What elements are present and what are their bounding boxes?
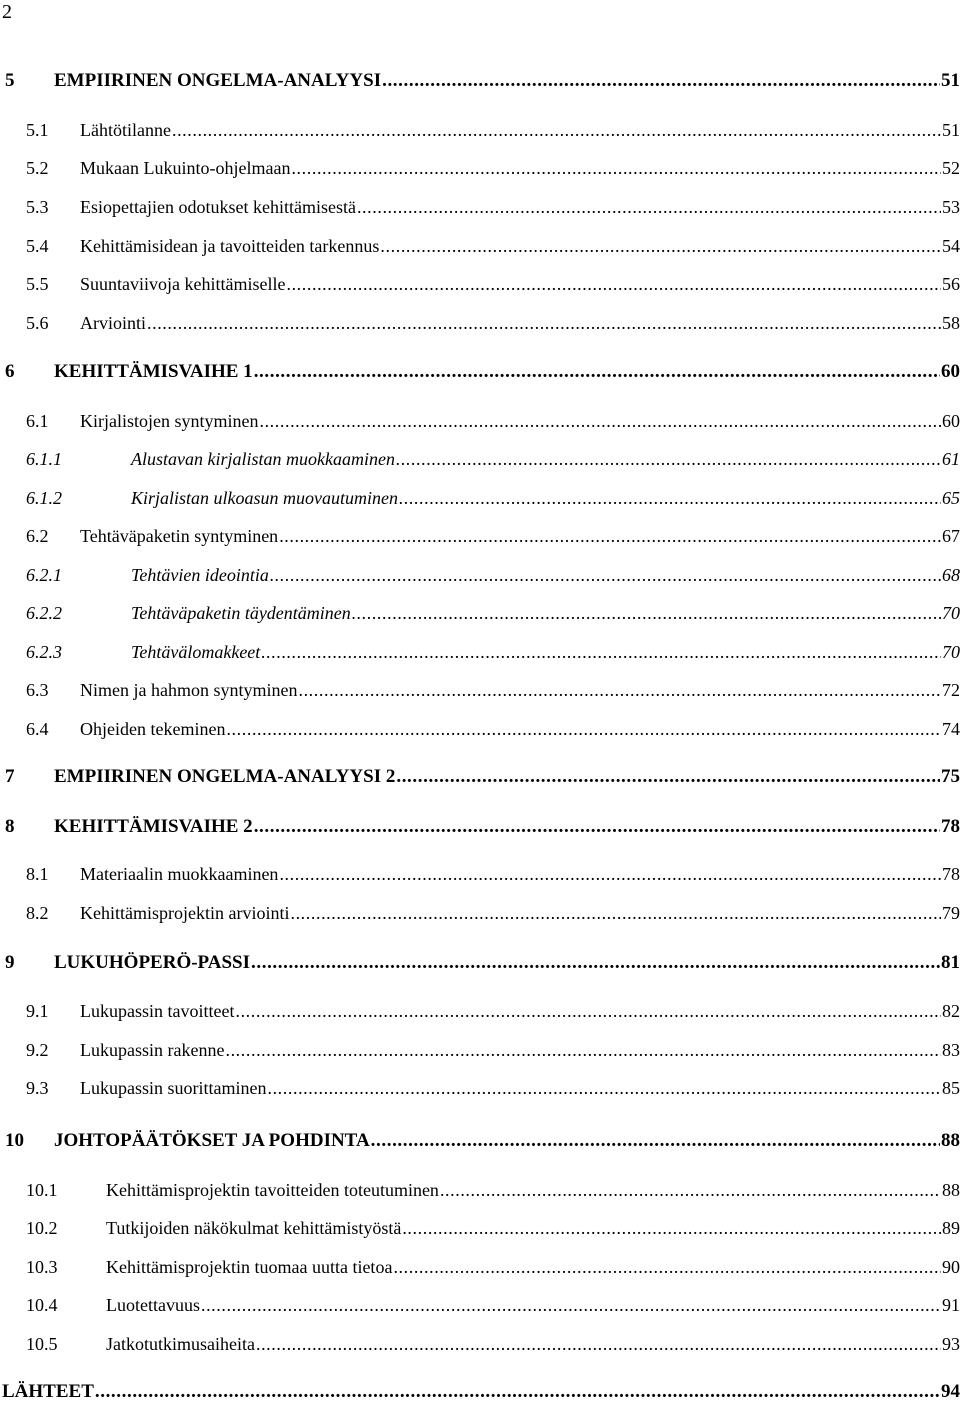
toc-entry-number: 10.3	[26, 1257, 58, 1277]
toc-entry-title: Tehtävien ideointia	[131, 565, 269, 585]
toc-entry-number: 6.4	[26, 719, 49, 739]
dot-leader	[399, 488, 941, 509]
toc-entry-title: Tehtävälomakkeet	[131, 642, 261, 662]
toc-entry-number: 6.2.1	[26, 565, 62, 585]
toc-entry[interactable]	[26, 526, 960, 552]
toc-entry-title: Kirjalistan ulkoasun muovautuminen	[131, 488, 398, 508]
dot-leader	[279, 526, 941, 547]
dot-leader	[290, 903, 941, 924]
toc-entry-title: LÄHTEET	[2, 1381, 94, 1402]
toc-entry-number: 10	[5, 1130, 24, 1151]
toc-entry-number: 9.1	[26, 1001, 49, 1021]
toc-entry-number: 5.6	[26, 313, 49, 333]
dot-leader	[270, 565, 941, 586]
toc-entry[interactable]	[26, 903, 960, 929]
toc-entry-title: Lukupassin rakenne	[80, 1040, 225, 1060]
toc-entry[interactable]	[5, 70, 960, 96]
toc-entry-number: 5.1	[26, 120, 49, 140]
toc-entry-page: 70	[942, 642, 960, 662]
toc-entry-title: Jatkotutkimusaiheita	[106, 1334, 255, 1354]
dot-leader	[254, 816, 940, 838]
toc-entry-title: KEHITTÄMISVAIHE 2	[54, 816, 253, 837]
toc-entry-number: 6.1	[26, 411, 49, 431]
toc-entry-title: Kehittämisprojektin tuomaa uutta tietoa	[106, 1257, 393, 1277]
toc-entry-number: 10.1	[26, 1180, 58, 1200]
toc-entry-number: 5.5	[26, 274, 49, 294]
toc-entry-title: JOHTOPÄÄTÖKSET JA POHDINTA	[54, 1130, 370, 1151]
toc-entry-title: Kehittämisidean ja tavoitteiden tarkennus	[80, 236, 380, 256]
toc-entry-page: 53	[942, 197, 960, 217]
toc-entry-page: 83	[942, 1040, 960, 1060]
toc-entry[interactable]	[5, 816, 960, 842]
toc-entry-title: Lähtötilanne	[80, 120, 171, 140]
dot-leader	[357, 197, 941, 218]
toc-entry-page: 60	[941, 361, 960, 382]
dot-leader	[382, 70, 940, 92]
toc-entry[interactable]	[26, 488, 960, 514]
dot-leader	[226, 719, 941, 740]
toc-entry-page: 88	[941, 1130, 960, 1151]
toc-entry-title: Kehittämisprojektin arviointi	[80, 903, 290, 923]
dot-leader	[251, 952, 940, 974]
toc-entry-page: 94	[941, 1381, 960, 1402]
toc-entry[interactable]	[26, 197, 960, 223]
toc-entry-page: 88	[942, 1180, 960, 1200]
toc-entry-number: 5.4	[26, 236, 49, 256]
toc-entry[interactable]	[26, 411, 960, 437]
toc-entry-title: EMPIIRINEN ONGELMA-ANALYYSI 2	[54, 766, 396, 787]
toc-entry-page: 82	[942, 1001, 960, 1021]
toc-entry-number: 5.3	[26, 197, 49, 217]
dot-leader	[393, 1257, 941, 1278]
dot-leader	[440, 1180, 941, 1201]
dot-leader	[95, 1381, 940, 1403]
toc-entry-page: 54	[942, 236, 960, 256]
toc-entry-number: 6.2	[26, 526, 49, 546]
toc-entry[interactable]	[26, 1257, 960, 1283]
toc-entry-number: 8.1	[26, 864, 49, 884]
toc-entry[interactable]	[26, 864, 960, 890]
toc-entry-number: 5.2	[26, 158, 49, 178]
toc-entry-title: Mukaan Lukuinto-ohjelmaan	[80, 158, 291, 178]
toc-entry-title: Alustavan kirjalistan muokkaaminen	[131, 449, 395, 469]
toc-entry-number: 8.2	[26, 903, 49, 923]
toc-entry[interactable]	[26, 1295, 960, 1321]
toc-entry[interactable]	[26, 449, 960, 475]
toc-entry-page: 52	[942, 158, 960, 178]
toc-entry-title: Kirjalistojen syntyminen	[80, 411, 259, 431]
toc-entry[interactable]	[26, 565, 960, 591]
toc-entry-page: 68	[942, 565, 960, 585]
dot-leader	[261, 642, 941, 663]
toc-entry-number: 6.2.3	[26, 642, 62, 662]
toc-entry[interactable]	[26, 1040, 960, 1066]
dot-leader	[352, 603, 941, 624]
toc-entry[interactable]	[5, 1130, 960, 1156]
toc-entry-page: 70	[942, 603, 960, 623]
dot-leader	[235, 1001, 941, 1022]
toc-entry[interactable]	[26, 120, 960, 146]
toc-entry-title: Ohjeiden tekeminen	[80, 719, 226, 739]
toc-entry-title: Arviointi	[80, 313, 146, 333]
toc-entry[interactable]	[26, 642, 960, 668]
dot-leader	[201, 1295, 941, 1316]
toc-entry[interactable]	[26, 1078, 960, 1104]
toc-entry-number: 9.2	[26, 1040, 49, 1060]
toc-entry-title: Nimen ja hahmon syntyminen	[80, 680, 298, 700]
dot-leader	[371, 1130, 940, 1152]
toc-entry-page: 91	[942, 1295, 960, 1315]
toc-entry[interactable]	[26, 1180, 960, 1206]
toc-entry-title: Lukupassin suorittaminen	[80, 1078, 267, 1098]
toc-entry-number: 6.2.2	[26, 603, 62, 623]
toc-entry-page: 58	[942, 313, 960, 333]
toc-entry[interactable]	[26, 158, 960, 184]
toc-entry[interactable]	[26, 1218, 960, 1244]
toc-entry[interactable]	[26, 236, 960, 262]
toc-entry-number: 6.1.2	[26, 488, 62, 508]
toc-entry[interactable]	[26, 313, 960, 339]
toc-entry-number: 9	[5, 952, 15, 973]
toc-entry-title: Suuntaviivoja kehittämiselle	[80, 274, 286, 294]
toc-entry-page: 78	[942, 864, 960, 884]
toc-entry-page: 81	[941, 952, 960, 973]
toc-entry[interactable]	[5, 766, 960, 792]
dot-leader	[279, 864, 941, 885]
toc-entry-title: Esiopettajien odotukset kehittämisestä	[80, 197, 356, 217]
dot-leader	[402, 1218, 941, 1239]
toc-entry[interactable]	[26, 1001, 960, 1027]
toc-entry-page: 78	[941, 816, 960, 837]
toc-entry-page: 61	[942, 449, 960, 469]
dot-leader	[267, 1078, 941, 1099]
toc-entry-number: 5	[5, 70, 15, 91]
toc-entry-title: Tutkijoiden näkökulmat kehittämistyöstä	[106, 1218, 402, 1238]
dot-leader	[259, 411, 941, 432]
toc-entry-page: 65	[942, 488, 960, 508]
toc-entry-title: Lukupassin tavoitteet	[80, 1001, 235, 1021]
toc-entry-page: 67	[942, 526, 960, 546]
toc-entry-number: 10.2	[26, 1218, 58, 1238]
dot-leader	[256, 1334, 941, 1355]
toc-entry-page: 51	[942, 120, 960, 140]
toc-entry-title: Tehtäväpaketin täydentäminen	[131, 603, 351, 623]
toc-entry-number: 6.1.1	[26, 449, 62, 469]
toc-entry-title: KEHITTÄMISVAIHE 1	[54, 361, 253, 382]
toc-entry[interactable]	[26, 719, 960, 745]
dot-leader	[254, 361, 940, 383]
toc-entry-number: 6.3	[26, 680, 49, 700]
dot-leader	[380, 236, 941, 257]
toc-entry-page: 89	[942, 1218, 960, 1238]
toc-entry-page: 79	[942, 903, 960, 923]
toc-entry-number: 8	[5, 816, 15, 837]
dot-leader	[396, 449, 941, 470]
toc-entry-page: 85	[942, 1078, 960, 1098]
toc-entry[interactable]	[26, 274, 960, 300]
dot-leader	[225, 1040, 941, 1061]
dot-leader	[396, 766, 940, 788]
toc-entry-number: 9.3	[26, 1078, 49, 1098]
toc-entry-page: 51	[941, 70, 960, 91]
dot-leader	[298, 680, 941, 701]
page-number: 2	[2, 1, 12, 23]
dot-leader	[147, 313, 941, 334]
toc-entry-title: Luotettavuus	[106, 1295, 200, 1315]
toc-entry-title: EMPIIRINEN ONGELMA-ANALYYSI	[54, 70, 382, 91]
toc-entry-number: 7	[5, 766, 15, 787]
toc-entry-number: 10.5	[26, 1334, 58, 1354]
toc-entry-title: Kehittämisprojektin tavoitteiden toteutuminen	[106, 1180, 439, 1200]
toc-entry-page: 60	[942, 411, 960, 431]
toc-entry-page: 74	[942, 719, 960, 739]
toc-entry[interactable]	[2, 1381, 960, 1407]
dot-leader	[286, 274, 941, 295]
toc-entry-page: 93	[942, 1334, 960, 1354]
dot-leader	[172, 120, 941, 141]
toc-entry[interactable]	[26, 603, 960, 629]
toc-entry-title: Materiaalin muokkaaminen	[80, 864, 279, 884]
toc-entry[interactable]	[26, 680, 960, 706]
toc-entry-page: 56	[942, 274, 960, 294]
toc-entry-page: 72	[942, 680, 960, 700]
toc-entry-page: 90	[942, 1257, 960, 1277]
toc-entry-number: 10.4	[26, 1295, 58, 1315]
toc-entry[interactable]	[26, 1334, 960, 1360]
toc-entry-number: 6	[5, 361, 15, 382]
toc-entry-title: LUKUHÖPERÖ-PASSI	[54, 952, 251, 973]
toc-entry[interactable]	[5, 952, 960, 978]
dot-leader	[291, 158, 941, 179]
toc-entry[interactable]	[5, 361, 960, 387]
toc-entry-page: 75	[941, 766, 960, 787]
toc-entry-title: Tehtäväpaketin syntyminen	[80, 526, 279, 546]
